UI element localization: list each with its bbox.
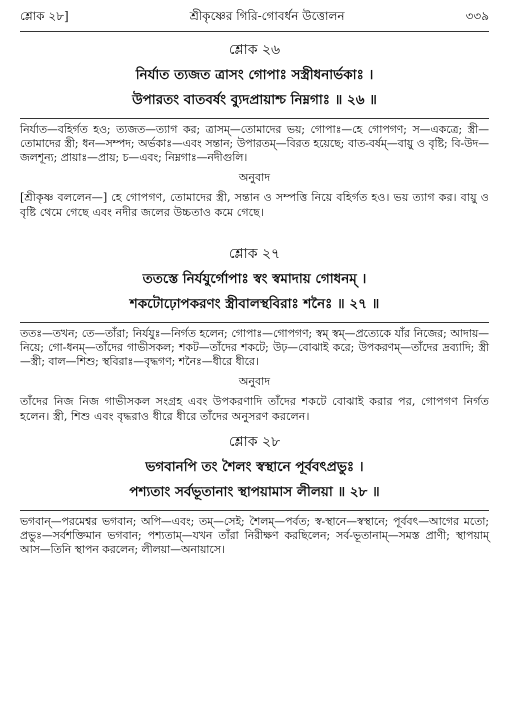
header-chapter-title: শ্রীকৃষ্ণের গিরি-গোবর্ধন উত্তোলন <box>189 9 345 23</box>
verse-line: উপারতং বাতবর্ষং ব্যুদপ্রায়াশ্চ নিম্নগাঃ ॥ ২৬ ॥ <box>132 92 377 108</box>
verse-section-27 <box>20 242 489 424</box>
verse-section-26 <box>20 38 489 220</box>
synonyms-paragraph: নির্যাত—বহির্গত হও; ত্যজত—ত্যাগ কর; ত্রাসম্—তোমাদের ভয়; গোপাঃ—হে গোপগণ; স—একত্রে; স্ত্রী—তোমাদের স্ত্রী; ধন—সম্পদ; অর্ভকাঃ—এবং সন্তান; উপারতম্—বিরত হয়েছে; বাত-বর্ষম্—বায়ু ও বৃষ্টি; বি-উদ—জলশূন্য; প্রায়াঃ—প্রায়; চ—এবং; নিম্নগাঃ—নদীগুলি। <box>20 118 489 165</box>
translation-paragraph: [শ্রীকৃষ্ণ বললেন—] হে গোপগণ, তোমাদের স্ত্রী, সন্তান ও সম্পত্তি নিয়ে বহির্গত হও। ভয় ত্যাগ কর। বায়ু ও বৃষ্টি থেমে গেছে এবং নদীর জলের উচ্চতাও কমে গেছে। <box>20 191 489 219</box>
page-number: ৩৩৯ <box>465 9 489 23</box>
verse-title: শ্লোক ২৭ <box>228 246 281 262</box>
verse-line: পশ্যতাং সর্বভূতানাং স্থাপয়ামাস লীলয়া ॥ ২৮ ॥ <box>129 484 380 500</box>
translation-label: অনুবাদ <box>238 171 271 184</box>
translation-label: অনুবাদ <box>238 375 271 388</box>
synonyms-paragraph: ভগবান্—পরমেশ্বর ভগবান; অপি—এবং; তম্—সেই; শৈলম্—পর্বত; স্ব-স্থানে—স্বস্থানে; পূর্ববৎ—আগের মতো; প্রভুঃ—সর্বশক্তিমান ভগবান; পশ্যতাম্—যখন তাঁরা নিরীক্ষণ করছিলেন; সর্ব-ভূতানাম্—সমস্ত প্রাণী; স্থাপয়াম্ আস—তিনি স্থাপন করলেন; লীলয়া—অনায়াসে। <box>20 510 489 557</box>
verse-title: শ্লোক ২৮ <box>228 434 281 450</box>
verse-line: শকটোঢ়োপকরণং স্ত্রীবালস্থবিরাঃ শনৈঃ ॥ ২৭ ॥ <box>129 296 380 312</box>
verse-line: ততস্তে নির্যযুর্গোপাঃ স্বং স্বমাদায় গোধনম্ । <box>142 271 367 287</box>
verse-title: শ্লোক ২৬ <box>228 42 281 58</box>
synonyms-paragraph: ততঃ—তখন; তে—তাঁরা; নির্যযুঃ—নির্গত হলেন; গোপাঃ—গোপগণ; স্বম্ স্বম্—প্রত্যেকে যাঁর নিজের; আদায়—নিয়ে; গো-ধনম্—তাঁদের গাভীসকল; শকট—তাঁদের শকটে; উঢ়—বোঝাই করে; উপকরণম্—তাঁদের দ্রব্যাদি; স্ত্রী—স্ত্রী; বাল—শিশু; স্থবিরাঃ—বৃদ্ধগণ; শনৈঃ—ধীরে ধীরে। <box>20 322 489 369</box>
header-verse-ref: শ্লোক ২৮] <box>20 9 69 23</box>
verse-line: নির্যাত ত্যজত ত্রাসং গোপাঃ সস্ত্রীধনার্ভকাঃ । <box>135 67 374 83</box>
running-header <box>20 8 489 32</box>
translation-paragraph: তাঁদের নিজ নিজ গাভীসকল সংগ্রহ এবং উপকরণাদি তাঁদের শকটে বোঝাই করার পর, গোপগণ নির্গত হলেন। স্ত্রী, শিশু এবং বৃদ্ধরাও ধীরে ধীরে তাঁদের অনুসরণ করলেন। <box>20 395 489 423</box>
verse-section-28 <box>20 430 489 557</box>
verse-line: ভগবানপি তং শৈলং স্বস্থানে পূর্ববৎপ্রভুঃ । <box>145 459 364 475</box>
